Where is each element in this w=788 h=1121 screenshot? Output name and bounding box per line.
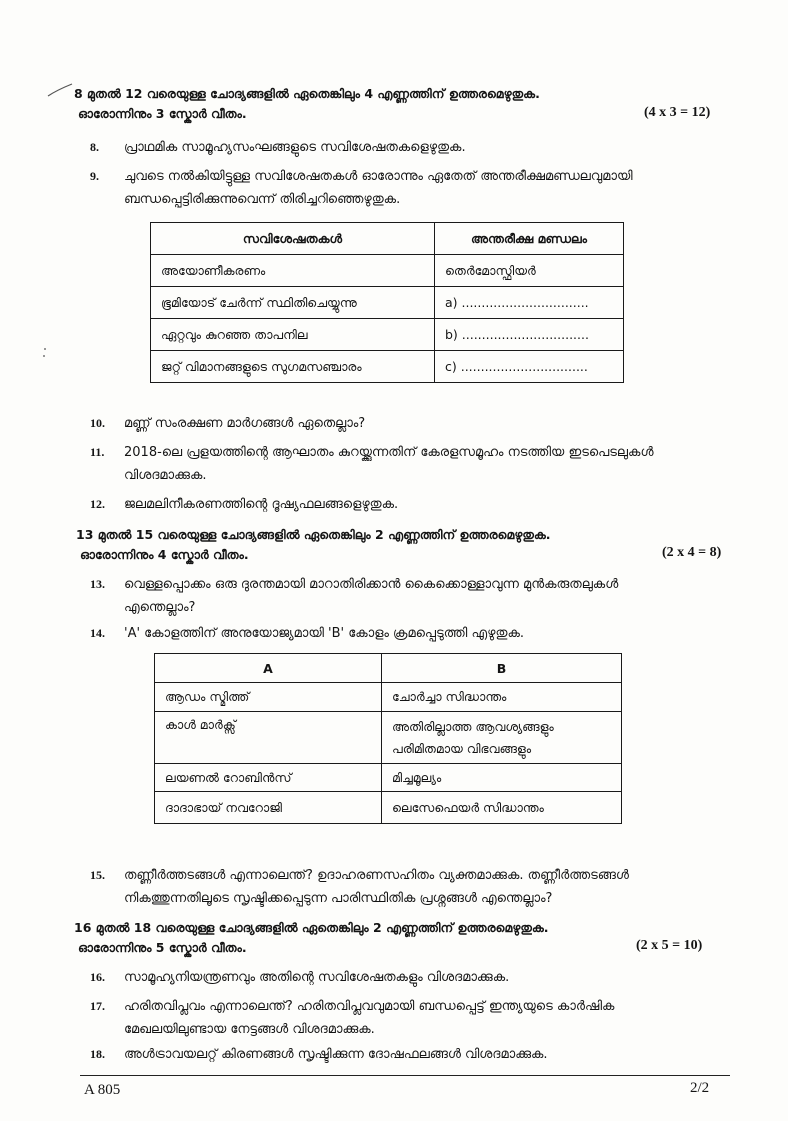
section-c-line1: 16 മുതൽ 18 വരെയുള്ള ചോദ്യങ്ങളിൽ ഏതെങ്കിലും 2 എണ്ണത്തിന് ഉത്തരമെഴുതുക. [74,920,549,935]
footer-divider [80,1075,730,1076]
section-c-instruction [74,918,549,958]
question-8 [90,136,730,159]
section-a-line2: ഓരോന്നിനും 3 സ്കോർ വീതം. [78,106,247,121]
paper-code: A 805 [84,1082,121,1098]
question-text: ജലമലിനീകരണത്തിന്റെ ദൂഷ്യഫലങ്ങളെഴുതുക. [124,497,399,512]
table-row [151,255,624,287]
question-9 [90,165,700,211]
question-number: 16. [90,970,105,984]
question-17 [90,995,690,1041]
table-cell: b) ................................ [435,319,624,351]
table-row [155,764,622,792]
table-cell: c) ................................ [435,351,624,383]
table-header: B [382,654,622,683]
question-number: 15. [90,868,105,882]
question-16 [90,966,730,989]
table-cell: ജറ്റ് വിമാനങ്ങളുടെ സുഗമസഞ്ചാരം [151,351,435,383]
section-b-line2: ഓരോന്നിനും 4 സ്കോർ വീതം. [80,547,249,562]
pencil-mark [46,80,74,100]
atmosphere-table [150,222,624,383]
question-15 [90,864,700,910]
section-a-line1: 8 മുതൽ 12 വരെയുള്ള ചോദ്യങ്ങളിൽ ഏതെങ്കിലും 4 എണ്ണത്തിന് ഉത്തരമെഴുതുക. [74,86,540,101]
table-cell: അതിരില്ലാത്ത ആവശ്യങ്ങളും പരിമിതമായ വിഭവങ്ങളും [382,712,622,764]
question-number: 10. [90,416,105,430]
table-cell: ലയണൽ റോബിൻസ് [155,764,382,792]
question-text: പ്രാഥമിക സാമൂഹ്യസംഘങ്ങളുടെ സവിശേഷതകളെഴുതുക. [124,140,466,155]
question-text: ഹരിതവിപ്ലവം എന്നാലെന്ത്? ഹരിതവിപ്ലവവുമായി ബന്ധപ്പെട്ട് ഇന്ത്യയുടെ കാർഷിക മേഖലയിലുണ്ടായ നേട്ടങ്ങൾ വിശദമാക്കുക. [124,999,615,1037]
section-a-instruction [74,84,540,124]
table-header: അന്തരീക്ഷ മണ്ഡലം [435,223,624,255]
matching-table [154,653,622,824]
table-cell: ഭൂമിയോട് ചേർന്ന് സ്ഥിതിചെയ്യുന്നു [151,287,435,319]
question-number: 8. [90,140,99,154]
question-text: സാമൂഹ്യനിയന്ത്രണവും അതിന്റെ സവിശേഷതകളും വിശദമാക്കുക. [124,970,510,985]
table-cell: ഏറ്റവും കുറഞ്ഞ താപനില [151,319,435,351]
table-row [151,351,624,383]
question-number: 18. [90,1047,105,1061]
question-number: 11. [90,445,105,459]
table-cell: അയോണീകരണം [151,255,435,287]
question-number: 12. [90,497,105,511]
section-a-score: (4 x 3 = 12) [644,105,711,120]
table-cell: ചോർച്ചാ സിദ്ധാന്തം [382,683,622,712]
question-text: ചുവടെ നൽകിയിട്ടുള്ള സവിശേഷതകൾ ഓരോന്നും ഏതേത് അന്തരീക്ഷമണ്ഡലവുമായി ബന്ധപ്പെട്ടിരിക്കുന്നുവെന്ന് തിരിച്ചറിഞ്ഞെഴുതുക. [124,169,633,207]
question-number: 14. [90,626,105,640]
question-18 [90,1043,730,1066]
question-number: 9. [90,169,99,183]
table-header-row [151,223,624,255]
page-number: 2/2 [690,1080,710,1096]
table-cell: കാൾ മാർക്സ് [155,712,382,764]
question-11 [90,441,680,487]
question-text: വെള്ളപ്പൊക്കം ഒരു ദുരന്തമായി മാറാതിരിക്കാൻ കൈക്കൊള്ളാവുന്ന മുൻകരുതലുകൾ എന്തെല്ലാം? [124,577,619,615]
table-cell: തെർമോസ്ഫിയർ [435,255,624,287]
table-cell: a) ................................ [435,287,624,319]
table-row [151,287,624,319]
table-header: സവിശേഷതകൾ [151,223,435,255]
table-row [155,683,622,712]
table-row [155,712,622,764]
question-12 [90,493,730,516]
question-text: മണ്ണ് സംരക്ഷണ മാർഗങ്ങൾ ഏതെല്ലാം? [124,416,366,431]
section-b-line1: 13 മുതൽ 15 വരെയുള്ള ചോദ്യങ്ങളിൽ ഏതെങ്കിലും 2 എണ്ണത്തിന് ഉത്തരമെഴുതുക. [76,527,551,542]
table-cell: മിച്ചമൂല്യം [382,764,622,792]
question-13 [90,573,690,619]
table-header-row [155,654,622,683]
question-number: 13. [90,577,105,591]
question-text: തണ്ണീർത്തടങ്ങൾ എന്നാലെന്ത്? ഉദാഹരണസഹിതം വ്യക്തമാക്കുക. തണ്ണീർത്തടങ്ങൾ നികത്തുന്നതിലൂടെ സൃഷ്ടിക്കപ്പെടുന്ന പാരിസ്ഥിതിക പ്രശ്നങ്ങൾ എന്തെല്ലാം? [124,868,629,906]
question-10 [90,412,730,435]
section-c-line2: ഓരോന്നിനും 5 സ്കോർ വീതം. [78,940,247,955]
section-c-score: (2 x 5 = 10) [636,938,703,953]
table-cell: ലെസേഫെയർ സിദ്ധാന്തം [382,792,622,824]
question-text: 2018-ലെ പ്രളയത്തിന്റെ ആഘാതം കുറയ്ക്കുന്നതിന് കേരളസമൂഹം നടത്തിയ ഇടപെടലുകൾ വിശദമാക്കുക. [124,445,654,483]
table-row [151,319,624,351]
table-header: A [155,654,382,683]
scan-speck [40,346,50,360]
question-14 [90,622,730,645]
section-b-instruction [76,525,551,565]
table-cell: ആഡം സ്മിത്ത് [155,683,382,712]
question-number: 17. [90,999,105,1013]
section-b-score: (2 x 4 = 8) [662,545,722,560]
table-cell: ദാദാഭായ് നവറോജി [155,792,382,824]
table-row [155,792,622,824]
question-text: 'A' കോളത്തിന് അനുയോജ്യമായി 'B' കോളം ക്രമപ്പെടുത്തി എഴുതുക. [124,626,524,641]
question-text: അൾട്രാവയലറ്റ് കിരണങ്ങൾ സൃഷ്ടിക്കുന്ന ദോഷഫലങ്ങൾ വിശദമാക്കുക. [124,1047,548,1062]
